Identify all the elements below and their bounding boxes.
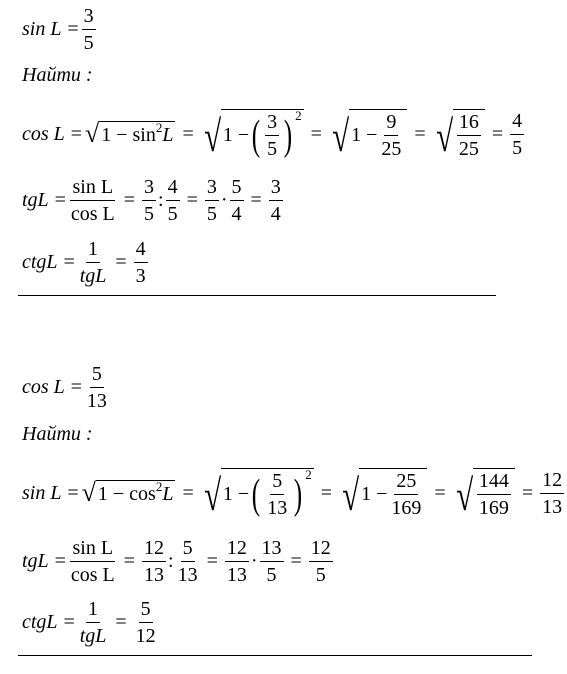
sqrt-1-minus-9-25: √ 1 − $\frac{9}{25}$ [329,109,407,159]
find-label-2-wrap [22,419,93,449]
given-fraction: $\frac{3}{5}$ [83,4,94,54]
sqrt-1-minus-cos2: √ 1 − cos $^2$ L [81,478,174,507]
problem-2 [22,360,111,414]
tg-derivation-line: tgL = $\frac{\text{sin L}}{\text{cos L}}$ = $\frac{3}{5}$ : $\frac{4}{5}$ = $\frac{3}{5}$ · $\frac{5}{4}$ = $\frac{3}{4}$ [22,175,281,225]
divider-2 [18,655,532,656]
given-sin-line [22,2,98,56]
find-label: Найти : [22,422,93,445]
given-lhs: sin L = [22,17,80,40]
sin-derivation-line: sin L = √ 1 − cos $^2$ L = √ 1 − ( $\frac{5}{13}$ ) 2 = √ 1 − $\frac{25}{169}$ = √ $\frac{144}{169}$ = $\frac{12}{13}$ [22,467,563,520]
sin-result: $\frac{12}{13}$ [542,468,563,518]
given-fraction: $\frac{5}{13}$ [86,362,107,412]
sqrt-16-25: √ $\frac{16}{25}$ [433,109,485,159]
sqrt-1-minus-25-169: √ 1 − $\frac{25}{169}$ [339,468,427,518]
problem-1 [22,2,98,56]
ctg-result: $\frac{5}{12}$ [135,597,156,647]
ctg-result: $\frac{4}{3}$ [135,237,146,287]
tg-result: $\frac{12}{5}$ [310,536,331,586]
tg-result: $\frac{3}{4}$ [270,175,281,225]
find-label-1-wrap [22,60,93,90]
sqrt-1-minus-frac-squared: √ 1 − ( $\frac{3}{5}$ ) 2 [203,108,302,161]
find-label: Найти : [22,63,93,86]
cos-derivation-line: cos L = √ 1 − sin $^2$ L = √ 1 − ( $\frac{3}{5}$ ) 2 = √ 1 − $\frac{9}{25}$ = √ $\frac{16}{25}$ = $\frac{4}{5}$ [22,108,523,161]
ctg-derivation-line: ctgL = $\frac{1}{\text{tgL}}$ = $\frac{4}{3}$ [22,237,146,287]
sqrt-1-minus-sin2: √ 1 − sin $^2$ L [84,119,174,148]
divider-1 [18,295,496,296]
sqrt-144-169: √ $\frac{144}{169}$ [453,468,515,518]
sqrt-1-minus-frac-squared: √ 1 − ( $\frac{5}{13}$ ) 2 [203,467,312,520]
tg-derivation-line-2: tgL = $\frac{\text{sin L}}{\text{cos L}}$ = $\frac{12}{13}$ : $\frac{5}{13}$ = $\frac{12}{13}$ · $\frac{13}{5}$ = $\frac{12}{5}$ [22,536,331,586]
given-cos-line [22,360,111,414]
ctg-derivation-line-2: ctgL = $\frac{1}{\text{tgL}}$ = $\frac{5}{12}$ [22,597,156,647]
given-lhs: cos L = [22,375,83,398]
cos-result: $\frac{4}{5}$ [512,109,523,159]
